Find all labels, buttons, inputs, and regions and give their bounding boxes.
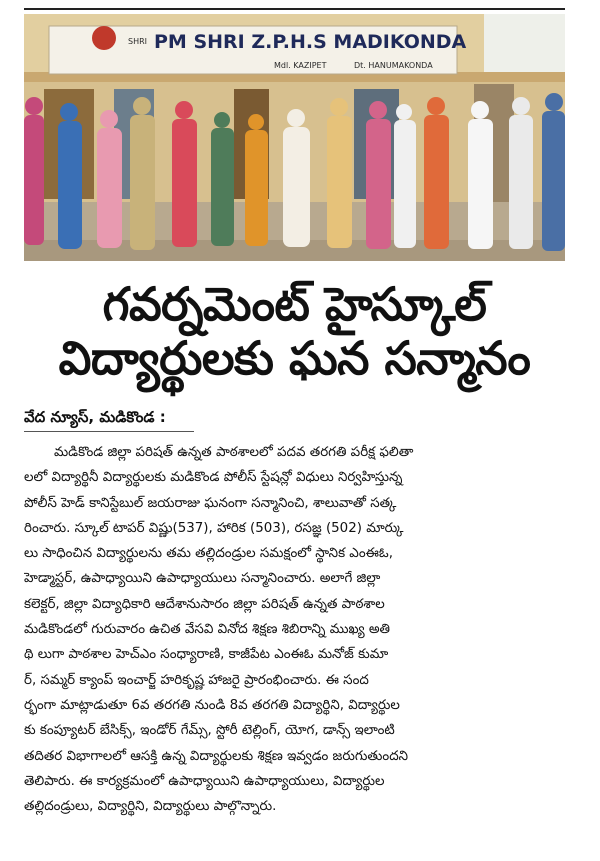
body-line: కలెక్టర్, జిల్లా విద్యాధికారి ఆదేశానుసారం జిల్లా పరిషత్ ఉన్నత పాఠశాల — [24, 596, 385, 612]
headline-line-2: విద్యార్థులకు ఘన సన్మానం — [58, 331, 531, 385]
body-line: తెలిపారు. ఈ కార్యక్రమంలో ఉపాధ్యాయిని ఉపాధ్యాయులు, విద్యార్థుల — [24, 773, 385, 789]
group-photo — [24, 14, 565, 261]
body-line: పోలీస్ హెడ్ కానిస్టేబుల్ జయరాజు ఘనంగా సన్మానించి, శాలువాతో సత్క — [24, 495, 397, 511]
body-line: తల్లిదండ్రులు, విద్యార్థిని, విద్యార్థులు పాల్గొన్నారు. — [24, 799, 277, 815]
top-rule — [24, 8, 565, 10]
body-line: తదితర విభాగాలలో ఆసక్తి ఉన్న విద్యార్థులకు శిక్షణ ఇవ్వడం జరుగుతుందని — [24, 748, 409, 764]
body-line: లలో విద్యార్థినీ విద్యార్థులకు మడికొండ పోలీస్ స్టేషన్లో విధులు నిర్వహిస్తున్న — [24, 470, 403, 486]
body-line: థి లుగా పాఠశాల హెచ్ఎం సంధ్యారాణి, కాజీపేట ఎంఈఓ మనోజ్ కుమా — [24, 647, 389, 663]
school-logo-icon — [92, 26, 116, 50]
byline: వేద న్యూస్, మడికొండ : — [24, 408, 166, 426]
body-line: రించారు. స్కూల్ టాపర్ విష్ణు(537), హారిక (503), రసజ్ఞ (502) మార్కు — [24, 520, 404, 536]
body-line: మడికొండ జిల్లా పరిషత్ ఉన్నత పాఠశాలలో పదవ తరగతి పరీక్ష ఫలితా — [54, 445, 414, 460]
body-line: కు కంప్యూటర్ బేసిక్స్, ఇండోర్ గేమ్స్, స్టోరీ టెల్లింగ్, యోగ, డాన్స్ ఇలాంటి — [24, 723, 395, 739]
sign-district: Dt. HANUMAKONDA — [354, 61, 433, 70]
body-line: హెడ్మాస్టర్, ఉపాధ్యాయిని ఉపాధ్యాయులు సన్మానించారు. అలాగే జిల్లా — [24, 571, 381, 587]
body-line: మడికొండలో గురువారం ఉచిత వేసవి వినోద శిక్షణ శిబిరాన్ని ముఖ్య అతి — [24, 622, 391, 638]
sign-title: PM SHRI Z.P.H.S MADIKONDA — [154, 31, 467, 53]
body-line: ర్భంగా మాట్లాడుతూ 6వ తరగతి నుండి 8వ తరగతి విద్యార్థిని, విద్యార్థుల — [24, 697, 400, 713]
sign-mandal: Mdl. KAZIPET — [274, 61, 327, 70]
sign-logo-text: SHRI — [128, 37, 148, 46]
article-body — [24, 440, 565, 819]
headline-line-1: గవర్నమెంట్ హైస్కూల్ — [102, 277, 487, 331]
people-group — [24, 93, 565, 251]
byline-underline — [24, 431, 194, 432]
body-line: ర్, సమ్మర్ క్యాంప్ ఇంచార్జ్ హరికృష్ణ హాజరై ప్రారంభించారు. ఈ సంద — [24, 672, 369, 688]
body-line: లు సాధించిన విద్యార్థులను తమ తల్లిదండ్రుల సమక్షంలో స్థానిక ఎంఈఓ, — [24, 546, 393, 562]
